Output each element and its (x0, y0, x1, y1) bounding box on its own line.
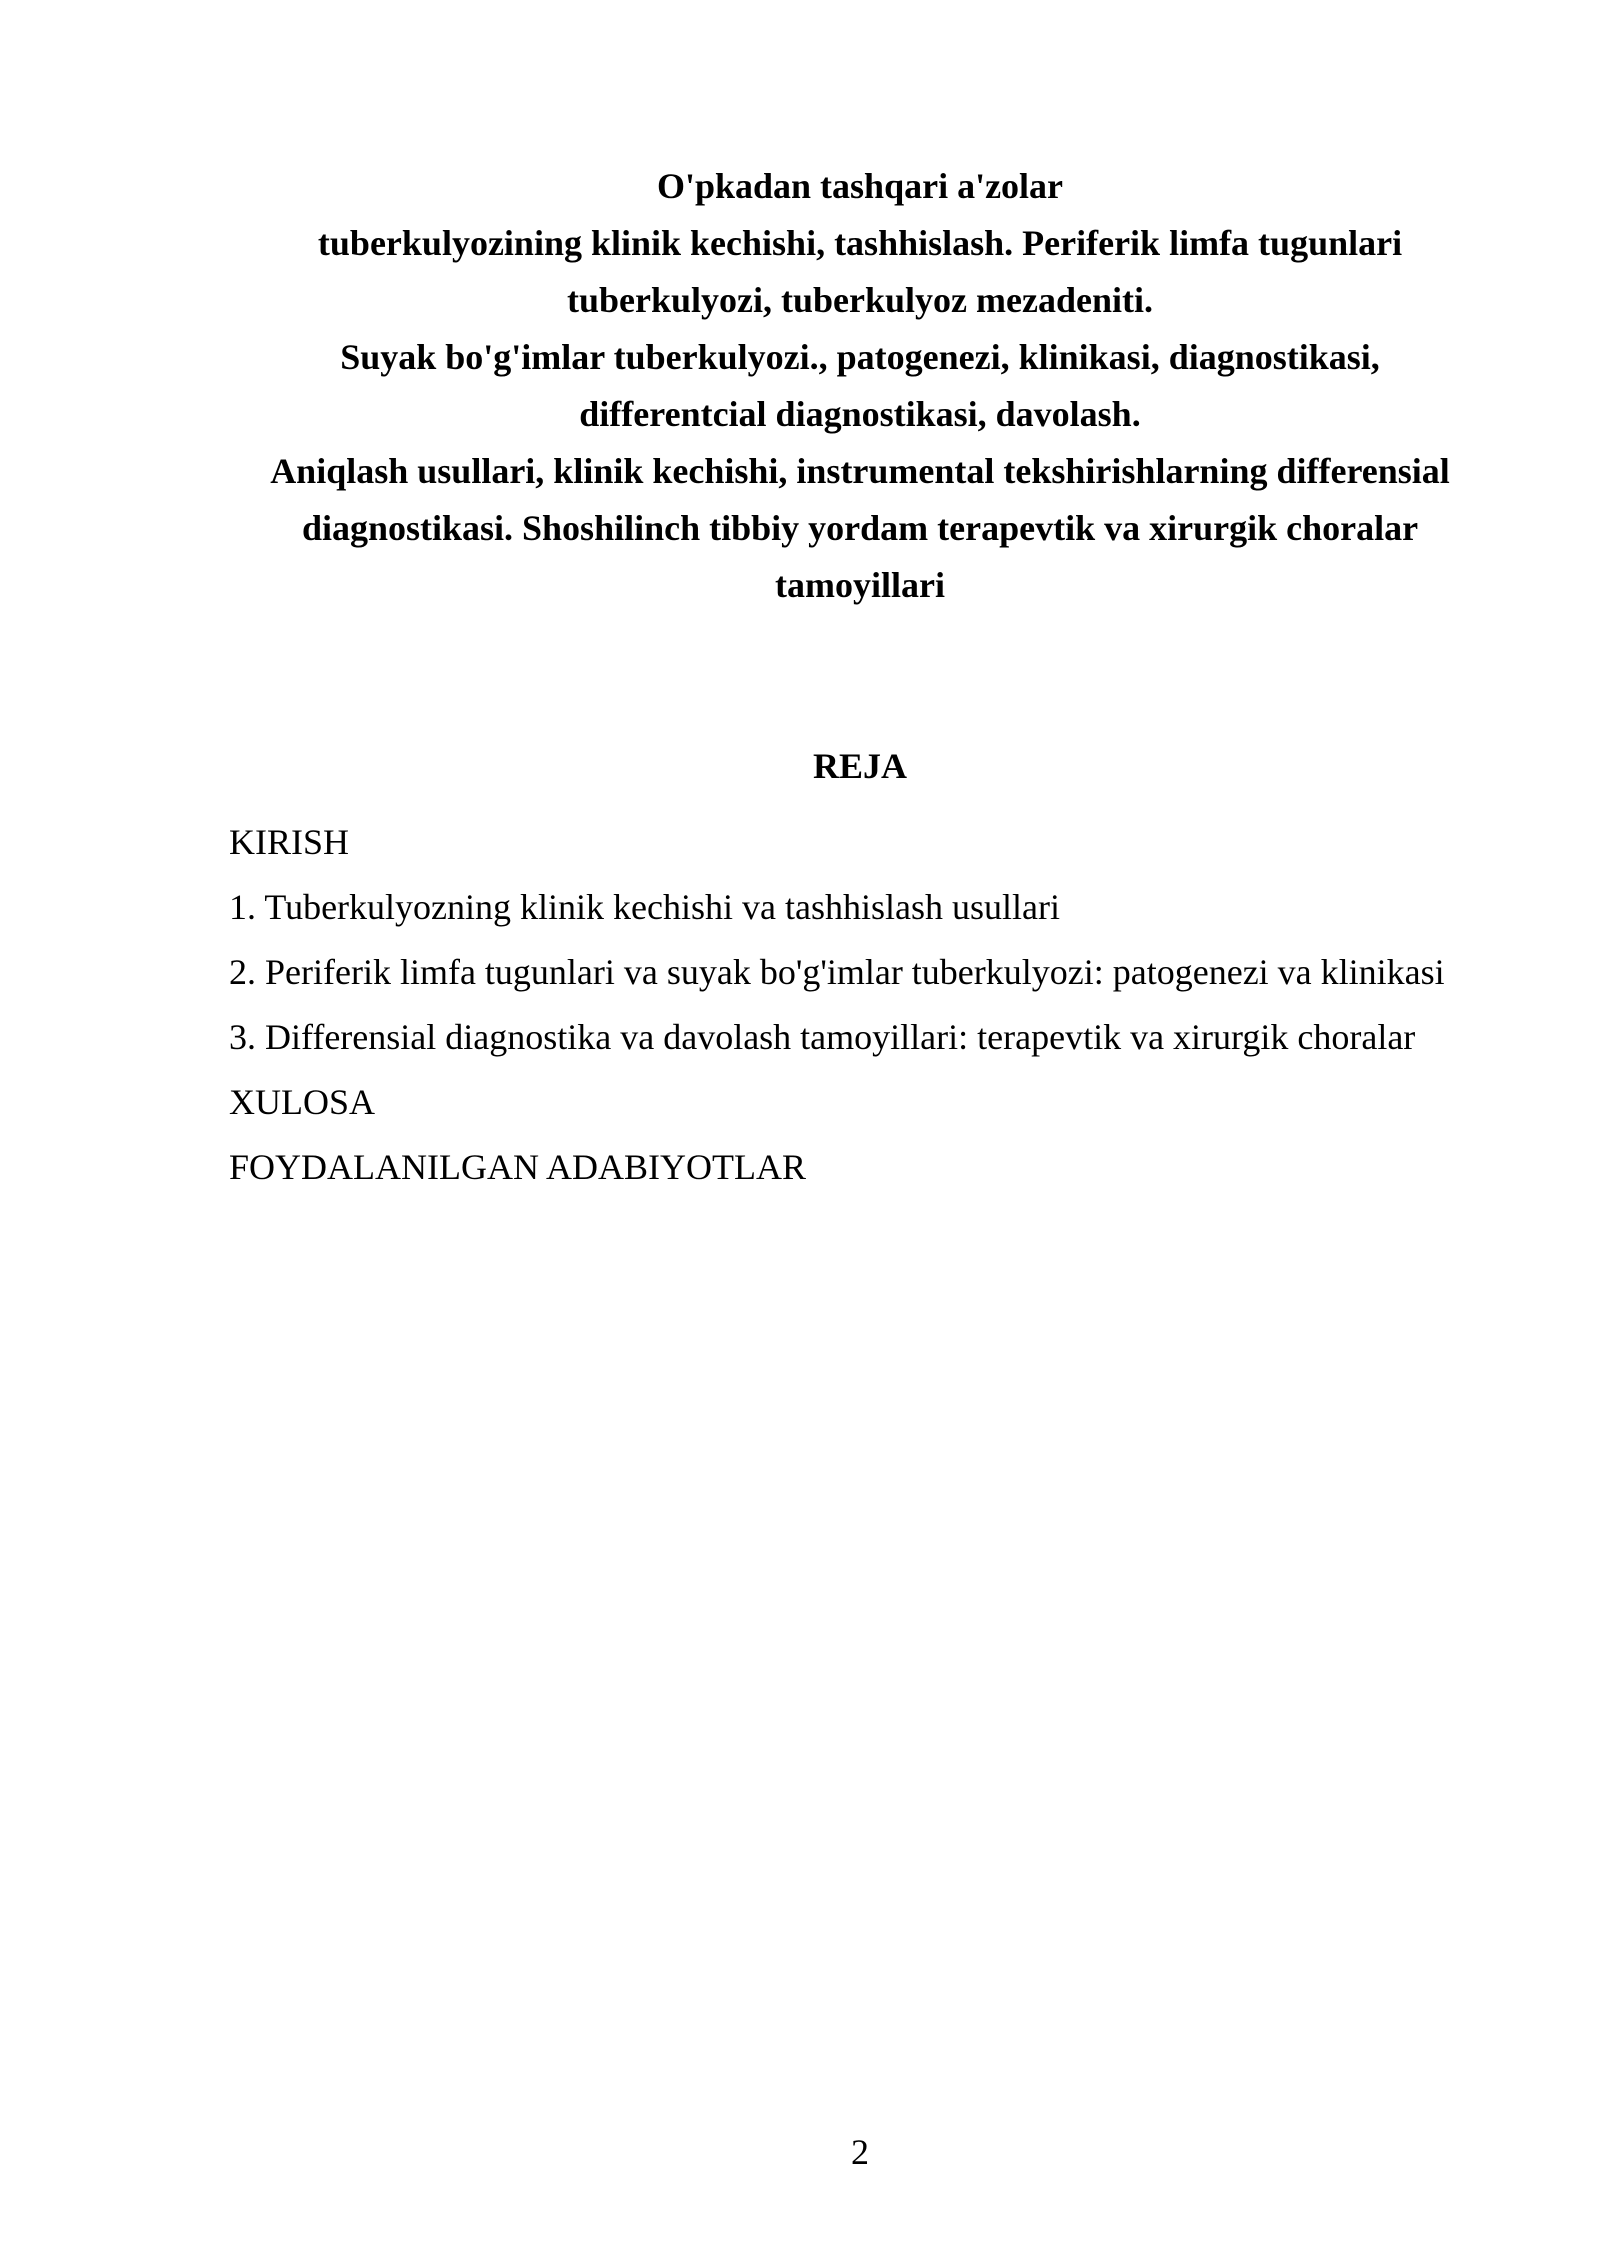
plan-item-1: 1. Tuberkulyozning klinik kechishi va tashhislash usullari (229, 887, 1060, 927)
document-title (200, 158, 1520, 614)
plan-item-2: 2. Periferik limfa tugunlari va suyak bo'g'imlar tuberkulyozi: patogenezi va klinikasi (229, 952, 1445, 992)
plan-item-3: 3. Differensial diagnostika va davolash tamoyillari: terapevtik va xirurgik choralar (229, 1017, 1416, 1057)
title-line: tuberkulyozining klinik kechishi, tashhislash. Periferik limfa tugunlari (317, 223, 1403, 263)
plan-item-conclusion: XULOSA (229, 1082, 376, 1122)
plan-item-introduction: KIRISH (229, 822, 350, 862)
title-line: tuberkulyozi, tuberkulyoz mezadeniti. (567, 280, 1153, 320)
title-line: Aniqlash usullari, klinik kechishi, instrumental tekshirishlarning differensial (270, 451, 1450, 491)
title-line: diagnostikasi. Shoshilinch tibbiy yordam terapevtik va xirurgik choralar (301, 508, 1419, 548)
plan-list (229, 814, 1529, 1204)
title-line: tamoyillari (775, 565, 945, 605)
plan-heading: REJA (812, 746, 907, 786)
title-line: differentcial diagnostikasi, davolash. (579, 394, 1141, 434)
page-number: 2 (851, 2132, 869, 2172)
title-line: O'pkadan tashqari a'zolar (656, 166, 1064, 206)
plan-item-references: FOYDALANILGAN ADABIYOTLAR (229, 1147, 806, 1187)
title-line: Suyak bo'g'imlar tuberkulyozi., patogenezi, klinikasi, diagnostikasi, (340, 337, 1380, 377)
